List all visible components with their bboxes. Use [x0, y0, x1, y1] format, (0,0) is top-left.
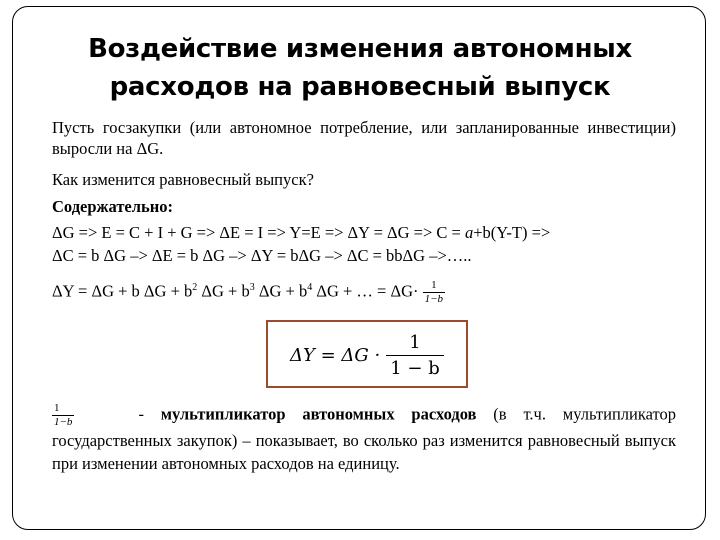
chain-line-1-a: ΔG => E = C + I + G => ΔE = I => Y=E => ΔY = ΔG => C =	[52, 223, 465, 242]
paragraph-condition: Пусть госзакупки (или автономное потребление, или запланированные инвестиции) выросли на ΔG.	[52, 118, 676, 158]
series-sup-2: 2	[192, 282, 198, 293]
chain-line-2: ΔC = b ΔG –> ΔE = b ΔG –> ΔY = bΔG –> ΔC = bbΔG –>…..	[52, 246, 472, 265]
formula-fraction	[386, 332, 444, 379]
series-sup-4: 4	[307, 282, 313, 293]
series-text-d: ΔG + … = ΔG·	[312, 281, 419, 301]
definition-dash: -	[138, 404, 144, 424]
slide-title	[30, 30, 690, 106]
definition-rest: (в т.ч. мультипликатор государственных закупок) – показывает, во сколько раз изменится равновесный выпуск при изменении автономных расходов на единицу.	[52, 404, 676, 473]
title-line-2: расходов на равновесный выпуск	[109, 72, 611, 102]
formula-fraction-den: 1 − b	[386, 355, 444, 379]
formula-fraction-num: 1	[409, 331, 421, 353]
series-fraction-num: 1	[431, 279, 437, 292]
paragraph-heading: Содержательно:	[52, 197, 173, 216]
multiplier-formula-box	[266, 320, 468, 388]
series-text-a: ΔY = ΔG + b ΔG + b	[52, 281, 193, 301]
paragraph-chain	[52, 221, 676, 267]
definition-fraction-wrap	[52, 402, 74, 429]
paragraph-question: Как изменится равновесный выпуск?	[52, 170, 314, 189]
chain-line-1	[52, 221, 676, 244]
title-line-1: Воздействие изменения автономных	[88, 34, 632, 64]
paragraph-definition	[52, 402, 676, 475]
definition-fraction-num: 1	[54, 402, 60, 414]
paragraph-series	[52, 274, 676, 306]
definition-fraction-den: 1−b	[54, 416, 73, 428]
series-fraction-den: 1−b	[424, 293, 444, 306]
definition-fraction	[52, 402, 74, 429]
chain-line-1-italic: a	[464, 223, 474, 242]
series-text-c: ΔG + b	[254, 281, 308, 301]
multiplier-formula	[290, 330, 444, 380]
series-fraction	[423, 279, 445, 306]
chain-line-1-b: +b(Y-T) =>	[473, 223, 551, 242]
series-text-b: ΔG + b	[197, 281, 250, 301]
definition-term: мультипликатор автономных расходов	[160, 404, 477, 424]
series-sup-3: 3	[249, 282, 255, 293]
formula-lhs: ΔY = ΔG ·	[290, 344, 381, 366]
